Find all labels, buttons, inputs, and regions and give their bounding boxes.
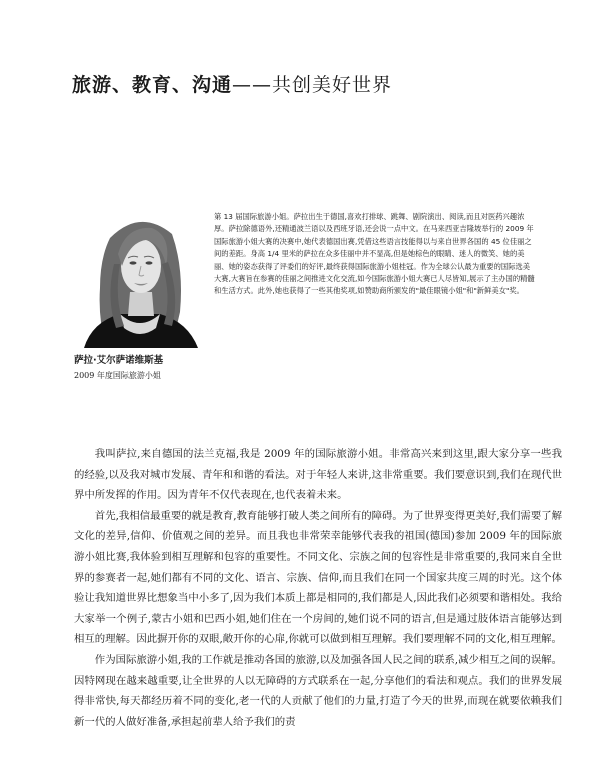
profile-name: 萨拉·艾尔萨诺维斯基 [74,355,164,366]
body-paragraph: 作为国际旅游小姐,我的工作就是推动各国的旅游,以及加强各国人民之间的联系,减少相互之间的误解。因特网现在越来越重要,让全世界的人以无障碍的方式联系在一起,分享他们的看法和观点。我们的世界发展得非常快,每天都经历着不同的变化,老一代的人贡献了他们的力量,打造了今天的世界,而现在就要依赖我们新一代的人做好准备,承担起前辈人给予我们的责 [74,653,562,728]
portrait-photo [80,208,200,348]
article-title-main: 旅游、教育、沟通 [72,74,233,96]
article-title-sub: ——共创美好世界 [232,74,393,96]
profile-caption: 2009 年度国际旅游小姐 [74,371,161,380]
body-paragraph: 首先,我相信最重要的就是教育,教育能够打破人类之间所有的障碍。为了世界变得更美好,我们需要了解文化的差异,信仰、价值观之间的差异。而且我也非常荣幸能够代表我的祖国(德国)参加 2009 年的国际旅游小姐比赛,我体验到相互理解和包容的重要性。不同文化、宗族之间的包容性是非常重要的,我同来自全世界的参赛者一起,她们都有不同的文化、语言、宗族、信仰,而且我们在同一个国家共度三周的时光。这个体验让我知道世界比想象当中小多了,因为我们本质上都是相同的,我们都是人,因此我们必须要和谐相处。我给大家举一个例子,蒙古小姐和巴西小姐,她们住在一个房间的,她们说不同的语言,但是通过肢体语言能够达到相互的理解。因此摒开你的双眼,敞开你的心扉,你就可以做到相互理解。我们要理解不同的文化,相互理解。 [74,509,562,646]
body-paragraph: 我叫萨拉,来自德国的法兰克福,我是 2009 年的国际旅游小姐。非常高兴来到这里,跟大家分享一些我的经验,以及我对城市发展、青年和和谐的看法。对于年轻人来讲,这非常重要。我们要意识到,我们在现代世界中所发挥的作用。因为青年不仅代表现在,也代表着未来。 [74,448,562,502]
profile-bio: 第 13 届国际旅游小姐。萨拉出生于德国,喜欢打排球、跳舞、剧院演出、阅读,而且对医药兴趣浓厚。萨拉除德语外,还精通波兰语以及西班牙语,还会说一点中文。在马来西亚吉隆坡举行的 2009 年国际旅游小姐大赛的决赛中,她代表德国出赛,凭借这些语言技能得以与来自世界各国的 45 位佳丽之间的差距。身高 1/4 里米的萨拉在众多佳丽中并不显高,但是她棕色的眼睛、迷人的微笑、她的美丽、她的姿态获得了评委们的好评,最终获得国际旅游小姐桂冠。作为全球公认最为重要的国际选美大赛,大赛旨在参赛的佳丽之间推进文化交流,如今国际旅游小姐大赛已人尽皆知,展示了主办国的精髓和生活方式。此外,她也获得了一些其他奖项,如赞助商所颁发的"最佳眼镜小姐"和"新鲜美女"奖。 [214,212,535,296]
article-body [74,444,562,732]
article-title [72,70,392,97]
